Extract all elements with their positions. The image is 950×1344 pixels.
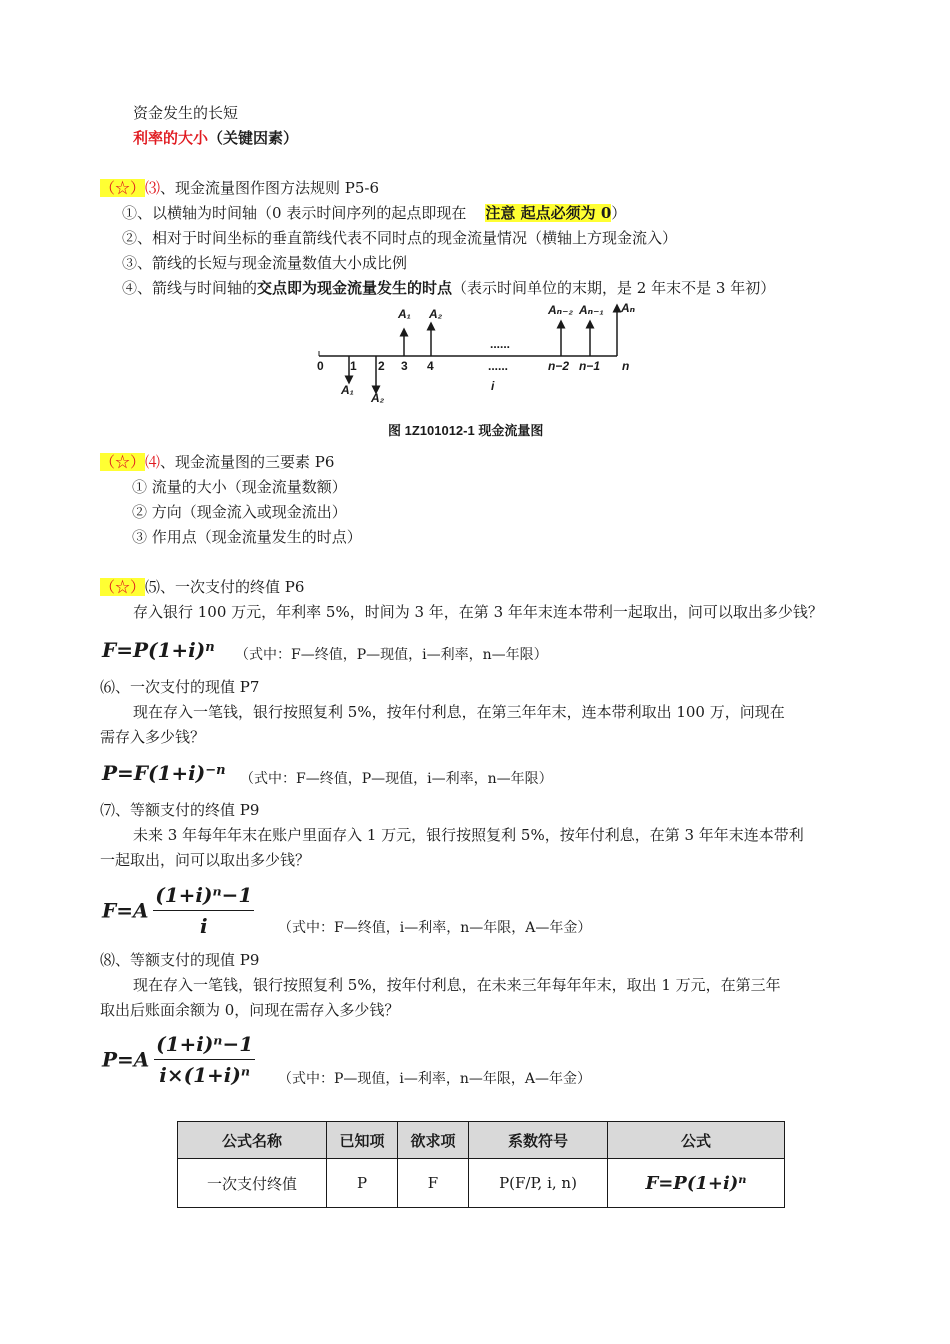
formula-body: (1+i) [148, 638, 206, 662]
rule-text: （表示时间单位的末期，是 2 年末不是 3 年初） [452, 279, 776, 297]
flow-label: Aₙ₋₁ [579, 303, 604, 317]
question-text: 未来 3 年每年年末在账户里面存入 1 万元，银行按照复利 5%，按年付利息，在第 3 年年末连本带利 [133, 826, 804, 844]
section-number: ⑷ [145, 453, 161, 471]
tick-label: 3 [401, 359, 408, 373]
figure-caption: 图 1Z101012-1 现金流量图 [388, 423, 544, 438]
rule-text: ） [611, 204, 627, 222]
rule-text: ④、箭线与时间轴的 [122, 279, 258, 297]
section-number: ⑶ [145, 179, 161, 197]
formula [102, 758, 226, 788]
fraction [154, 1031, 255, 1088]
tick-label: 2 [378, 359, 385, 373]
rule-item [122, 203, 626, 223]
table-cell: 一次支付终值 [178, 1159, 327, 1208]
formula [102, 882, 254, 939]
tick-label: n−2 [548, 359, 570, 373]
question-text: 存入银行 100 万元，年利率 5%，时间为 3 年，在第 3 年年末连本带利一起取出，问可以取出多少钱？ [133, 603, 823, 621]
tick-label: n−1 [579, 359, 601, 373]
formula [102, 635, 215, 665]
section-heading [100, 178, 379, 198]
table-header: 公式名称 [178, 1122, 327, 1159]
formula-note: （式中：F—终值，P—现值，i—利率，n—年限） [240, 771, 553, 787]
dots-label: ...... [490, 337, 511, 351]
fraction [153, 882, 254, 939]
table-cell: P [327, 1159, 398, 1208]
section-title: 、现金流量图作图方法规则 P5-6 [160, 179, 380, 197]
question-text: 需存入多少钱？ [100, 728, 206, 746]
table-header: 公式 [608, 1122, 785, 1159]
section-heading [100, 452, 334, 472]
emphasis-text: 利率的大小 [133, 129, 209, 147]
star-badge: （☆） [100, 578, 146, 596]
question-text: 一起取出，问可以取出多少钱？ [100, 851, 311, 869]
flow-label: Aₙ₋₂ [548, 303, 574, 317]
list-item: ② 方向（现金流入或现金流出） [132, 503, 347, 521]
section-title: ⑸、一次支付的终值 P6 [145, 578, 305, 596]
flow-label: Aₙ [621, 301, 636, 315]
list-item: ① 流量的大小（现金流量数额） [132, 478, 347, 496]
rule-item: ②、相对于时间坐标的垂直箭线代表不同时点的现金流量情况（横轴上方现金流入） [122, 229, 678, 247]
tick-label: n [622, 359, 630, 373]
i-label: i [491, 379, 495, 393]
flow-label: A₂ [371, 391, 385, 405]
formula-lhs: P=F [102, 761, 148, 785]
table-header: 系数符号 [469, 1122, 608, 1159]
formula-note: （式中：F—终值，P—现值，i—利率，n—年限） [235, 647, 548, 663]
section-heading: ⑹、一次支付的现值 P7 [100, 678, 260, 696]
text-span: （关键因素） [208, 129, 299, 147]
table-header: 已知项 [327, 1122, 398, 1159]
formula [102, 1031, 255, 1088]
section-heading: ⑻、等额支付的现值 P9 [100, 951, 260, 969]
star-badge: （☆） [100, 179, 146, 197]
formula-lhs: F=P [102, 638, 148, 662]
fraction-numerator: (1+i)ⁿ−1 [154, 1031, 255, 1060]
formula-note: （式中：P—现值，i—利率，n—年限，A—年金） [278, 1071, 592, 1087]
emphasis-text: 交点即为现金流量发生的时点 [257, 279, 453, 297]
formula-exponent: n [205, 640, 215, 655]
flow-label: A₁ [341, 383, 354, 397]
text-line: 资金发生的长短 [133, 104, 239, 122]
star-badge: （☆） [100, 453, 146, 471]
table-header: 欲求项 [398, 1122, 469, 1159]
formula-body: (1+i) [148, 761, 206, 785]
table-cell: F=P(1+i)ⁿ [608, 1159, 785, 1208]
table-row [178, 1159, 785, 1208]
formula-exponent: −n [205, 763, 226, 778]
tick-label: 4 [427, 359, 434, 373]
rule-text: ①、以横轴为时间轴（0 表示时间序列的起点即现在 [122, 204, 467, 222]
section-title: 、现金流量图的三要素 P6 [160, 453, 335, 471]
formula-lhs: F=A [102, 898, 149, 923]
table-header-row [178, 1122, 785, 1159]
text-line [133, 128, 298, 148]
section-heading [100, 577, 304, 597]
formula-note: （式中：F—终值，i—利率，n—年限，A—年金） [278, 920, 592, 936]
tick-label: 1 [350, 359, 357, 373]
section-heading: ⑺、等额支付的终值 P9 [100, 801, 260, 819]
highlight-note: 注意 起点必须为 0 [485, 204, 612, 222]
question-text: 现在存入一笔钱，银行按照复利 5%，按年付利息，在未来三年每年年末，取出 1 万元，在第三年 [133, 976, 781, 994]
table-cell: P(F/P, i, n) [469, 1159, 608, 1208]
rule-item [122, 278, 775, 298]
question-text: 取出后账面余额为 0，问现在需存入多少钱？ [100, 1001, 400, 1019]
question-text: 现在存入一笔钱，银行按照复利 5%，按年付利息，在第三年年末，连本带利取出 100 万，问现在 [133, 703, 785, 721]
formula-lhs: P=A [102, 1047, 150, 1072]
fraction-numerator: (1+i)ⁿ−1 [153, 882, 254, 911]
formula-table [177, 1121, 785, 1208]
list-item: ③ 作用点（现金流量发生的时点） [132, 528, 362, 546]
flow-label: A₂ [429, 307, 443, 321]
fraction-denominator: i×(1+i)ⁿ [159, 1063, 250, 1087]
table-cell: F [398, 1159, 469, 1208]
tick-label: 0 [317, 359, 324, 373]
tick-label: ...... [488, 359, 509, 373]
rule-item: ③、箭线的长短与现金流量数值大小成比例 [122, 254, 408, 272]
fraction-denominator: i [199, 914, 208, 938]
flow-label: A₁ [398, 307, 411, 321]
